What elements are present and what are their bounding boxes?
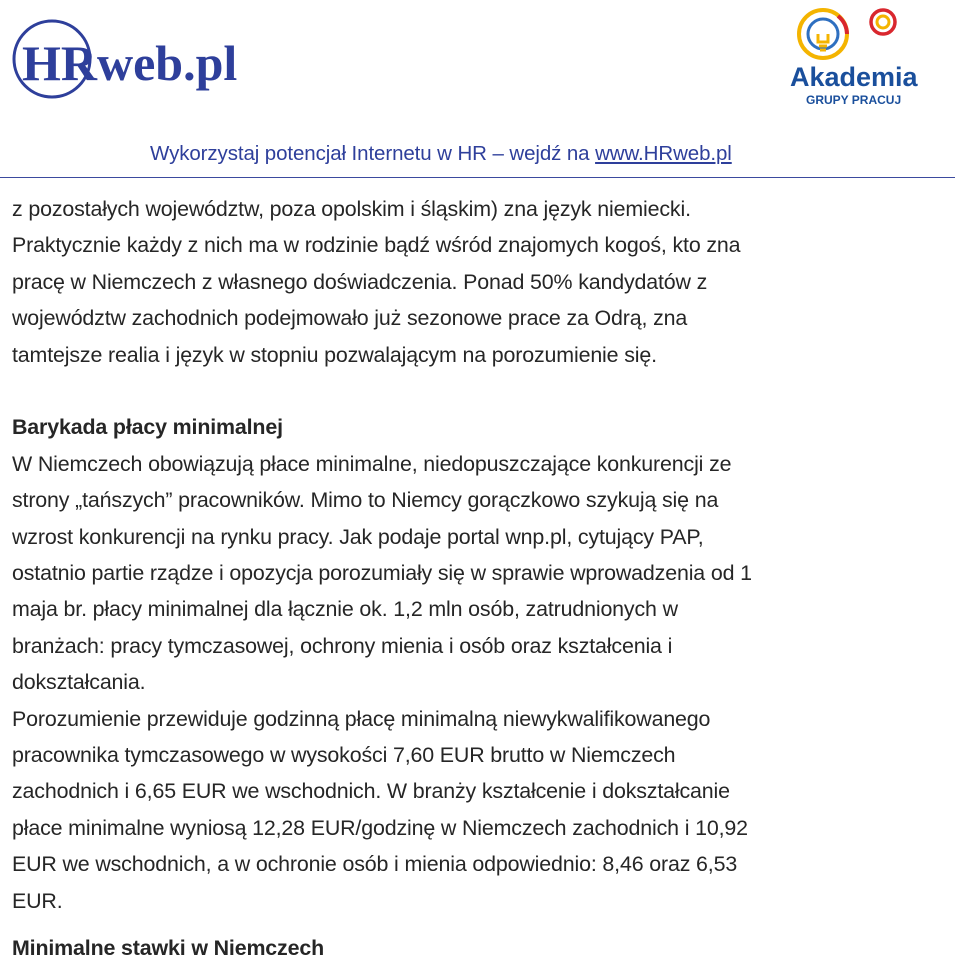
section-heading: Barykada płacy minimalnej	[12, 415, 283, 440]
header-divider	[0, 177, 955, 178]
text-line: z pozostałych województw, poza opolskim i śląskim) zna język niemiecki.	[12, 197, 691, 221]
text-line: ostatnio partie rządze i opozycja porozumiały się w sprawie wprowadzenia od 1	[12, 561, 752, 586]
akademia-subtitle: GRUPY PRACUJ	[806, 93, 902, 107]
text-line: branżach: pracy tymczasowej, ochrony mienia i osób oraz kształcenia i	[12, 633, 673, 658]
text-line: Porozumienie przewiduje godzinną płacę minimalną niewykwalifikowanego	[12, 706, 711, 731]
text-line: wzrost konkurencji na rynku pracy. Jak podaje portal wnp.pl, cytujący PAP,	[12, 524, 704, 549]
text-line: płace minimalne wyniosą 12,28 EUR/godzinę w Niemczech zachodnich i 10,92	[12, 815, 748, 840]
hrweb-logo-text: HRweb.pl	[22, 35, 238, 91]
tagline-text: Wykorzystaj potencjał Internetu w HR – wejdź na	[150, 142, 596, 165]
tagline	[150, 142, 732, 166]
text-line: dokształcania.	[12, 670, 146, 695]
text-line: tamtejsze realia i język w stopniu pozwalającym na porozumienie się.	[12, 342, 657, 367]
paragraph-1	[12, 191, 952, 373]
text-line: pracownika tymczasowego w wysokości 7,60 EUR brutto w Niemczech	[12, 743, 676, 768]
text-line: strony „tańszych” pracowników. Mimo to Niemcy gorączkowo szykują się na	[12, 488, 719, 513]
text-line: EUR.	[12, 888, 63, 913]
text-line: pracę w Niemczech z własnego doświadczenia. Ponad 50% kandydatów z	[12, 269, 708, 294]
tagline-link[interactable]: www.HRweb.pl	[595, 142, 732, 165]
text-line: EUR we wschodnich, a w ochronie osób i mienia odpowiednio: 8,46 oraz 6,53	[12, 852, 738, 877]
document-body	[12, 191, 952, 919]
text-line: Praktycznie każdy z nich ma w rodzinie bądź wśród znajomych kogoś, kto zna	[12, 233, 741, 258]
paragraph-3	[12, 701, 952, 919]
akademia-title: Akademia	[790, 62, 918, 92]
section-heading-2: Minimalne stawki w Niemczech	[12, 936, 325, 960]
text-line: W Niemczech obowiązują płace minimalne, niedopuszczające konkurencji ze	[12, 451, 732, 476]
text-line: maja br. płacy minimalnej dla łącznie ok. 1,2 mln osób, zatrudnionych w	[12, 597, 678, 622]
paragraph-spacer	[12, 373, 952, 409]
page-header	[0, 0, 960, 178]
text-line: zachodnich i 6,65 EUR we wschodnich. W branży kształcenie i dokształcanie	[12, 779, 730, 804]
hrweb-logo[interactable]	[10, 14, 238, 104]
paragraph-2	[12, 446, 952, 701]
akademia-logo[interactable]	[778, 4, 928, 110]
text-line: województw zachodnich podejmowało już sezonowe prace za Odrą, zna	[12, 306, 688, 331]
